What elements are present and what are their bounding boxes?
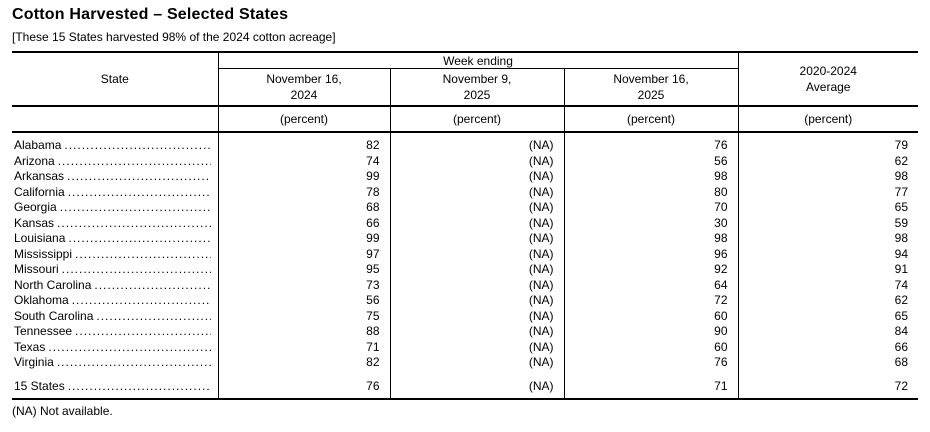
state-cell <box>12 247 218 263</box>
state-cell <box>12 200 218 216</box>
week-ending-header: Week ending <box>218 52 738 69</box>
leader-dots <box>62 262 211 278</box>
state-name: Alabama <box>14 138 62 152</box>
value-cell: 66 <box>218 216 390 232</box>
state-name: Kansas <box>14 215 55 230</box>
table-body <box>12 132 918 399</box>
value-cell: 91 <box>738 262 918 278</box>
value-cell: 62 <box>738 293 918 309</box>
state-cell <box>12 185 218 201</box>
value-cell: 70 <box>564 200 738 216</box>
value-cell: 90 <box>564 324 738 340</box>
state-cell <box>12 379 218 400</box>
column-header-nov16-2024 <box>218 69 390 107</box>
leader-dots <box>58 154 211 170</box>
state-column-header: State <box>12 52 218 106</box>
date-line2: 2024 <box>290 88 318 102</box>
column-header-nov16-2025 <box>564 69 738 107</box>
spacer-cell <box>12 371 218 379</box>
table-row <box>12 200 918 216</box>
state-cell <box>12 132 218 154</box>
state-cell <box>12 231 218 247</box>
value-cell: 82 <box>218 355 390 371</box>
value-cell: 98 <box>738 169 918 185</box>
unit-cell: (percent) <box>738 106 918 132</box>
value-cell: 77 <box>738 185 918 201</box>
state-name: Arkansas <box>14 169 65 183</box>
value-cell: 78 <box>218 185 390 201</box>
value-cell: 74 <box>738 278 918 294</box>
value-cell: 99 <box>218 169 390 185</box>
header-row-group <box>12 52 918 69</box>
leader-dots <box>68 231 210 247</box>
state-cell <box>12 154 218 170</box>
state-name: Georgia <box>14 200 57 214</box>
date-line2: 2025 <box>637 88 665 102</box>
table-row <box>12 340 918 356</box>
leader-dots <box>94 278 210 294</box>
footnote: (NA) Not available. <box>12 404 113 418</box>
leader-dots <box>57 216 210 232</box>
value-cell: 56 <box>564 154 738 170</box>
cotton-harvested-table <box>12 51 918 400</box>
table-row <box>12 169 918 185</box>
value-cell: 76 <box>218 379 390 400</box>
state-name: California <box>14 184 65 199</box>
leader-dots <box>72 293 211 309</box>
value-cell: 99 <box>218 231 390 247</box>
table-row <box>12 278 918 294</box>
spacer-cell <box>564 371 738 379</box>
table-row <box>12 185 918 201</box>
value-cell: 30 <box>564 216 738 232</box>
value-cell: 98 <box>738 231 918 247</box>
state-name: Oklahoma <box>14 293 69 307</box>
state-name: North Carolina <box>14 277 92 292</box>
state-cell <box>12 355 218 371</box>
value-cell: (NA) <box>390 132 564 154</box>
average-header-line2: Average <box>806 80 851 94</box>
spacer-cell <box>218 371 390 379</box>
value-cell: (NA) <box>390 216 564 232</box>
value-cell: (NA) <box>390 169 564 185</box>
date-line2: 2025 <box>463 88 491 102</box>
header-row-units <box>12 106 918 132</box>
table-row <box>12 154 918 170</box>
table-row <box>12 247 918 263</box>
value-cell: (NA) <box>390 278 564 294</box>
value-cell: (NA) <box>390 309 564 325</box>
leader-dots <box>75 247 210 263</box>
state-cell <box>12 169 218 185</box>
value-cell: 71 <box>564 379 738 400</box>
unit-cell: (percent) <box>218 106 390 132</box>
value-cell: 64 <box>564 278 738 294</box>
value-cell: 60 <box>564 340 738 356</box>
value-cell: 79 <box>738 132 918 154</box>
spacer-cell <box>390 371 564 379</box>
value-cell: 68 <box>738 355 918 371</box>
table-header <box>12 52 918 132</box>
leader-dots <box>75 324 210 340</box>
state-name: South Carolina <box>14 308 94 323</box>
unit-cell: (percent) <box>390 106 564 132</box>
average-header-line1: 2020-2024 <box>799 64 857 78</box>
value-cell: 60 <box>564 309 738 325</box>
value-cell: (NA) <box>390 154 564 170</box>
value-cell: 76 <box>564 132 738 154</box>
value-cell: 98 <box>564 169 738 185</box>
total-row <box>12 379 918 400</box>
value-cell: 80 <box>564 185 738 201</box>
leader-dots <box>68 185 211 201</box>
value-cell: 98 <box>564 231 738 247</box>
state-name: Mississippi <box>14 246 73 261</box>
value-cell: 75 <box>218 309 390 325</box>
value-cell: 68 <box>218 200 390 216</box>
value-cell: 92 <box>564 262 738 278</box>
value-cell: 71 <box>218 340 390 356</box>
state-cell <box>12 340 218 356</box>
leader-dots <box>48 340 210 356</box>
value-cell: 94 <box>738 247 918 263</box>
unit-cell-empty <box>12 106 218 132</box>
state-cell <box>12 278 218 294</box>
date-line1: November 9, <box>442 72 512 86</box>
table-row <box>12 231 918 247</box>
state-cell <box>12 309 218 325</box>
table-row <box>12 355 918 371</box>
state-name: Louisiana <box>14 231 66 245</box>
date-line1: November 16, <box>266 72 342 86</box>
value-cell: 84 <box>738 324 918 340</box>
value-cell: 65 <box>738 309 918 325</box>
state-name: Tennessee <box>14 324 73 338</box>
state-cell <box>12 324 218 340</box>
value-cell: 73 <box>218 278 390 294</box>
value-cell: 74 <box>218 154 390 170</box>
value-cell: 66 <box>738 340 918 356</box>
value-cell: 72 <box>564 293 738 309</box>
value-cell: 96 <box>564 247 738 263</box>
date-line1: November 16, <box>613 72 689 86</box>
value-cell: (NA) <box>390 200 564 216</box>
value-cell: (NA) <box>390 293 564 309</box>
value-cell: 82 <box>218 132 390 154</box>
value-cell: (NA) <box>390 231 564 247</box>
state-cell <box>12 216 218 232</box>
value-cell: 59 <box>738 216 918 232</box>
state-name: Virginia <box>14 355 54 369</box>
page-title: Cotton Harvested – Selected States <box>12 6 289 23</box>
state-cell <box>12 262 218 278</box>
leader-dots <box>64 138 210 154</box>
unit-cell: (percent) <box>564 106 738 132</box>
value-cell: 76 <box>564 355 738 371</box>
value-cell: 95 <box>218 262 390 278</box>
spacer-cell <box>738 371 918 379</box>
state-name: Missouri <box>14 262 59 276</box>
value-cell: (NA) <box>390 262 564 278</box>
table-row <box>12 132 918 154</box>
value-cell: 56 <box>218 293 390 309</box>
value-cell: (NA) <box>390 340 564 356</box>
value-cell: (NA) <box>390 355 564 371</box>
value-cell: (NA) <box>390 247 564 263</box>
value-cell: 65 <box>738 200 918 216</box>
spacer-row <box>12 371 918 379</box>
leader-dots <box>67 169 210 185</box>
value-cell: 72 <box>738 379 918 400</box>
page-subtitle: [These 15 States harvested 98% of the 2024 cotton acreage] <box>12 30 336 44</box>
column-header-nov9-2025 <box>390 69 564 107</box>
state-name: Texas <box>14 339 46 354</box>
leader-dots <box>60 200 211 216</box>
value-cell: 97 <box>218 247 390 263</box>
leader-dots <box>96 309 210 325</box>
leader-dots <box>57 355 211 371</box>
table-row <box>12 216 918 232</box>
value-cell: (NA) <box>390 379 564 400</box>
value-cell: (NA) <box>390 324 564 340</box>
value-cell: 62 <box>738 154 918 170</box>
table-row <box>12 309 918 325</box>
state-name: Arizona <box>14 153 55 168</box>
value-cell: (NA) <box>390 185 564 201</box>
value-cell: 88 <box>218 324 390 340</box>
average-column-header <box>738 52 918 106</box>
table-row <box>12 324 918 340</box>
table-row <box>12 262 918 278</box>
state-cell <box>12 293 218 309</box>
leader-dots <box>68 379 211 395</box>
state-name: 15 States <box>14 378 65 393</box>
table-row <box>12 293 918 309</box>
